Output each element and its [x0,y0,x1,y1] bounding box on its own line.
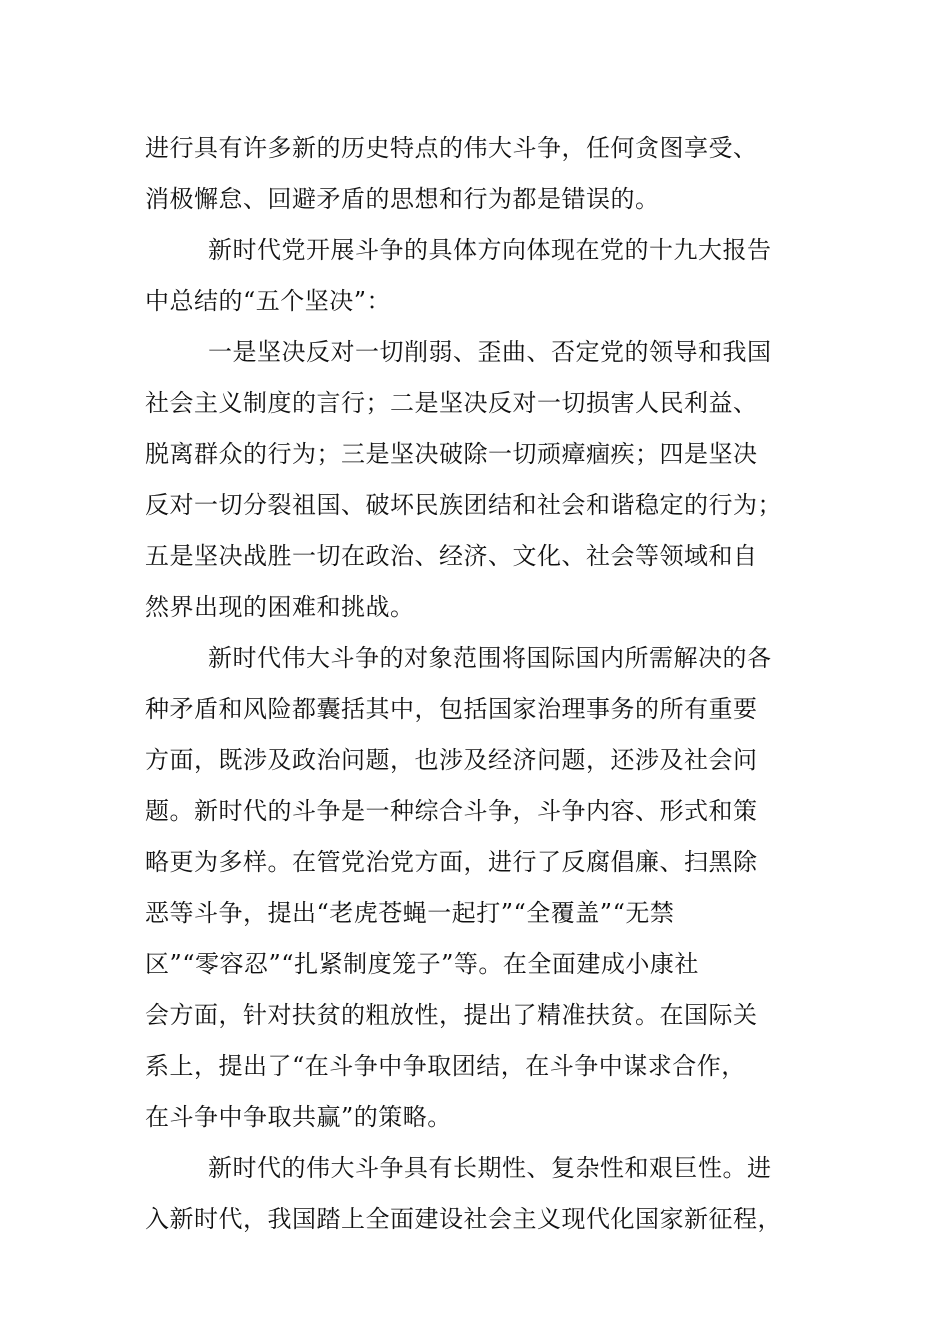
text-line: 方面，既涉及政治问题，也涉及经济问题，还涉及社会问 [145,746,758,774]
text-line: 略更为多样。在管党治党方面，进行了反腐倡廉、扫黑除 [145,848,758,876]
text-line: 消极懈怠、回避矛盾的思想和行为都是错误的。 [145,185,660,213]
text-line: 题。新时代的斗争是一种综合斗争，斗争内容、形式和策 [145,797,758,825]
text-line: 种矛盾和风险都囊括其中，包括国家治理事务的所有重要 [145,695,758,723]
text-line: 社会主义制度的言行；二是坚决反对一切损害人民利益、 [145,389,758,417]
paragraph-first-line: 新时代伟大斗争的对象范围将国际国内所需解决的各 [208,644,772,672]
text-line: 恶等斗争，提出“老虎苍蝇一起打”“全覆盖”“无禁 [145,899,675,927]
text-line: 进行具有许多新的历史特点的伟大斗争，任何贪图享受、 [145,134,758,162]
text-line: 然界出现的困难和挑战。 [145,593,415,621]
text-line: 五是坚决战胜一切在政治、经济、文化、社会等领域和自 [145,542,758,570]
text-line: 中总结的“五个坚决”： [145,287,392,315]
text-line: 区”“零容忍”“扎紧制度笼子”等。在全面建成小康社 [145,950,699,978]
paragraph-first-line: 新时代的伟大斗争具有长期性、复杂性和艰巨性。进 [208,1154,772,1182]
paragraph-first-line: 新时代党开展斗争的具体方向体现在党的十九大报告 [208,236,772,264]
text-line: 在斗争中争取共赢”的策略。 [145,1103,452,1131]
text-line: 会方面，针对扶贫的粗放性，提出了精准扶贫。在国际关 [145,1001,758,1029]
text-line: 入新时代，我国踏上全面建设社会主义现代化国家新征程， [145,1205,782,1233]
paragraph-first-line: 一是坚决反对一切削弱、歪曲、否定党的领导和我国 [208,338,772,366]
text-line: 系上，提出了“在斗争中争取团结，在斗争中谋求合作， [145,1052,746,1080]
text-line: 脱离群众的行为；三是坚决破除一切顽瘴痼疾；四是坚决 [145,440,758,468]
text-line: 反对一切分裂祖国、破坏民族团结和社会和谐稳定的行为； [145,491,782,519]
